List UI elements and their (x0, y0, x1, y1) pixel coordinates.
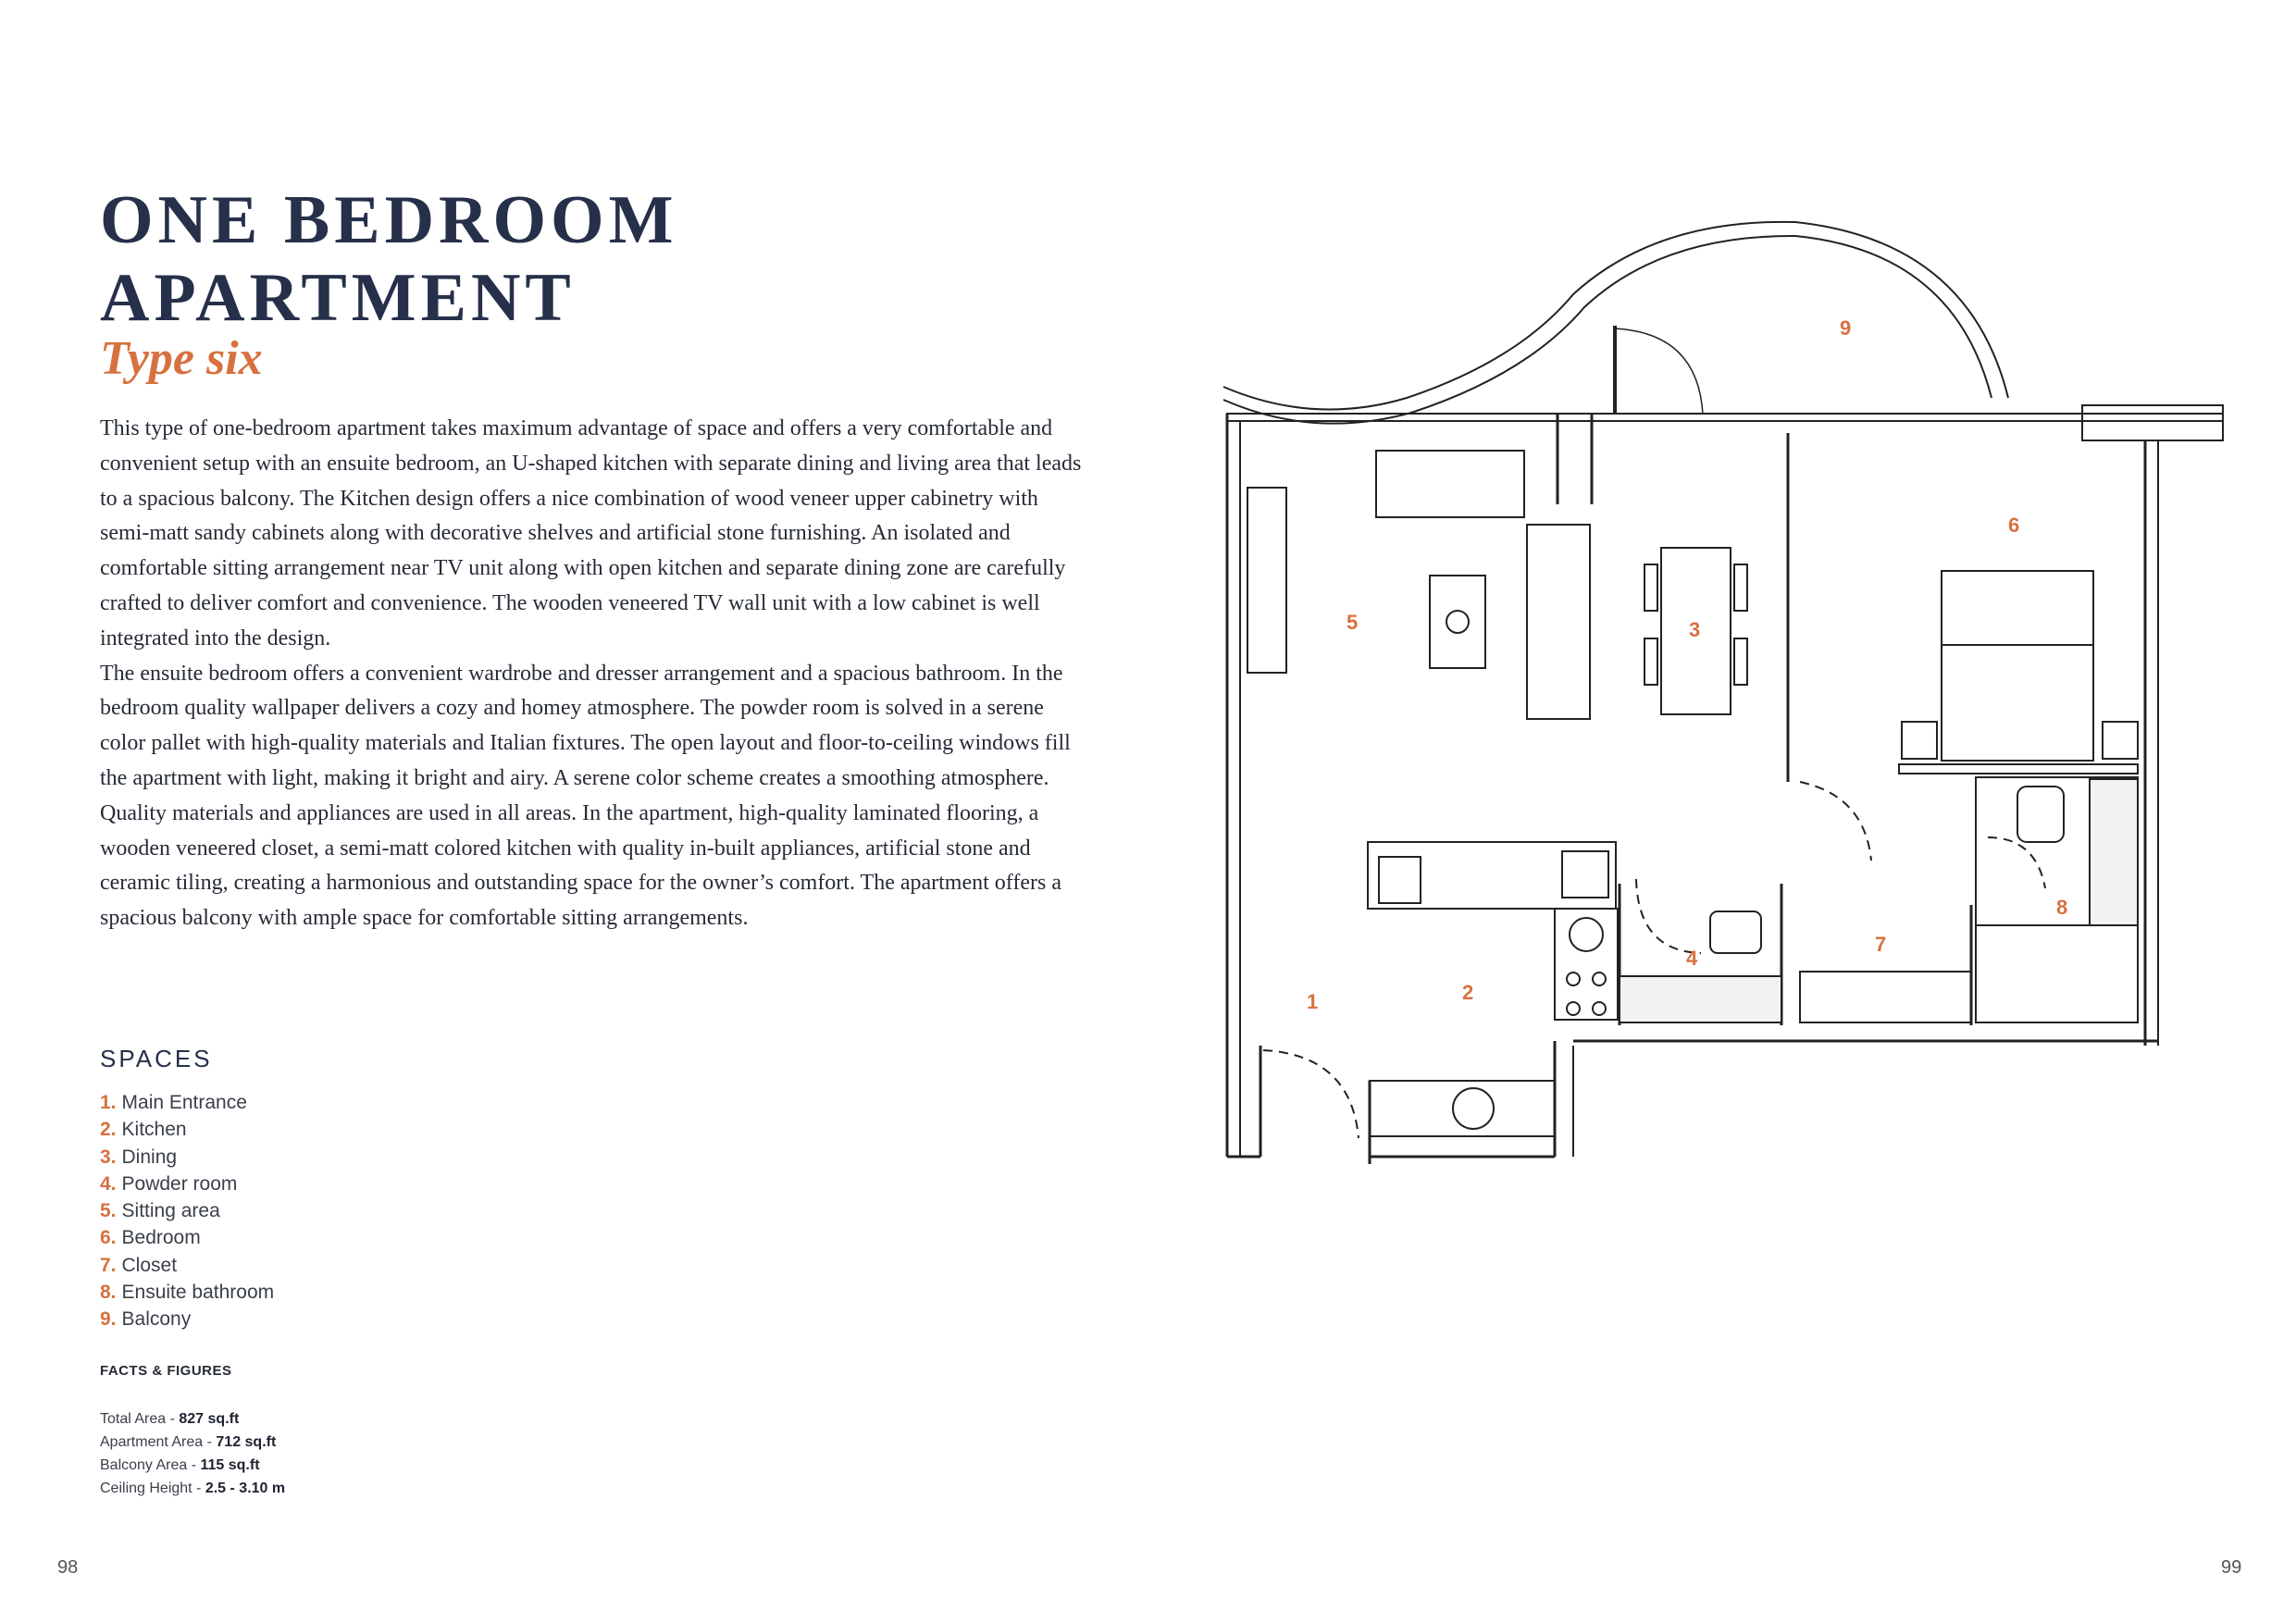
plan-label-6: 6 (2008, 514, 2020, 537)
page-title (100, 181, 677, 337)
kitchen-counter-bottom (1370, 1081, 1555, 1136)
space-item (100, 1252, 274, 1279)
space-number: 9. (100, 1308, 117, 1331)
space-label: Main Entrance (121, 1092, 247, 1113)
space-number: 6. (100, 1227, 117, 1249)
space-label: Closet (121, 1254, 178, 1276)
space-label: Powder room (121, 1172, 238, 1195)
balcony-door-swing (1615, 328, 1703, 415)
space-number: 1. (100, 1092, 117, 1113)
fact-label: Balcony Area - (100, 1457, 201, 1473)
space-item (100, 1224, 274, 1251)
plan-label-4: 4 (1686, 947, 1698, 970)
space-item (100, 1279, 274, 1306)
tv-unit-icon (1247, 488, 1286, 673)
space-number: 8. (100, 1282, 117, 1304)
coffee-table-icon (1430, 576, 1485, 668)
balcony-box (2082, 405, 2223, 440)
sofa-side-icon (1527, 525, 1590, 719)
sofa-icon (1376, 451, 1524, 517)
space-number: 4. (100, 1172, 117, 1195)
space-number: 3. (100, 1146, 117, 1168)
kitchen-counter-side (1555, 909, 1618, 1020)
space-item (100, 1197, 274, 1224)
description (100, 412, 1090, 936)
toilet-icon (2017, 787, 2064, 842)
space-item (100, 1144, 274, 1171)
title-line-1: ONE BEDROOM (100, 182, 678, 258)
space-number: 7. (100, 1254, 117, 1276)
space-item (100, 1116, 274, 1143)
space-item (100, 1089, 274, 1116)
plan-label-3: 3 (1689, 618, 1701, 641)
space-label: Sitting area (121, 1200, 220, 1222)
powder-door-swing (1636, 879, 1701, 953)
facts-list (100, 1407, 285, 1500)
fact-label: Ceiling Height - (100, 1481, 205, 1496)
sink-icon (1379, 857, 1421, 903)
page-number-right: 99 (2221, 1557, 2242, 1578)
fact-value: 2.5 - 3.10 m (205, 1481, 286, 1496)
description-paragraph-2: The ensuite bedroom offers a convenient wardrobe and dresser arrangement and a spacious bathroom. In the bedroom quality wallpaper delivers a cozy and homey atmosphere. The powder room is solved in a serene color pallet with high-quality materials and Italian fixtures. The open layout and floor-to-ceiling windows fill the apartment with light, making it bright and airy. A serene color scheme creates a smoothing atmosphere. Quality materials and appliances are used in all areas. In the apartment, high-quality laminated flooring, a wooden veneered closet, a semi-matt colored kitchen with quality in-built appliances, artificial stone and ceramic tiling, creating a harmonious and outstanding space for the owner’s comfort. The apartment offers a spacious balcony with ample space for comfortable sitting arrangements. (100, 661, 1071, 931)
fact-value: 827 sq.ft (179, 1411, 240, 1427)
fact-item (100, 1454, 285, 1477)
plan-label-8: 8 (2056, 896, 2068, 919)
subtitle: Type six (100, 332, 263, 385)
space-label: Balcony (121, 1308, 192, 1331)
spaces-list (100, 1089, 274, 1333)
space-label: Ensuite bathroom (121, 1282, 275, 1304)
title-line-2: APARTMENT (100, 260, 576, 336)
spaces-heading: SPACES (100, 1045, 213, 1072)
floor-plan (1222, 213, 2258, 1184)
space-label: Bedroom (121, 1227, 201, 1249)
plan-label-1: 1 (1307, 990, 1319, 1013)
space-number: 5. (100, 1200, 117, 1222)
fact-item (100, 1477, 285, 1500)
space-item (100, 1306, 274, 1332)
description-paragraph-1: This type of one-bedroom apartment takes maximum advantage of space and offers a very comfortable and convenient setup with an ensuite bedroom, an U-shaped kitchen with separate dining and living area that leads to a spacious balcony. The Kitchen design offers a nice combination of wood veneer upper cabinetry with semi-matt sandy cabinets along with decorative shelves and artificial stone furnishing. An isolated and comfortable sitting arrangement near TV unit along with open kitchen and separate dining zone are carefully crafted to deliver comfort and convenience. The wooden veneered TV wall unit with a low cabinet is well integrated into the design. (100, 416, 1082, 650)
plan-label-7: 7 (1875, 933, 1887, 956)
facts-heading: FACTS & FIGURES (100, 1363, 232, 1379)
fact-label: Apartment Area - (100, 1434, 217, 1450)
plan-label-5: 5 (1347, 611, 1359, 634)
entrance-door-swing (1263, 1050, 1359, 1138)
space-number: 2. (100, 1119, 117, 1141)
plan-label-2: 2 (1462, 981, 1474, 1004)
space-label: Dining (121, 1146, 178, 1168)
plan-label-9: 9 (1840, 316, 1852, 340)
hob-icon (1562, 851, 1608, 898)
powder-toilet-icon (1710, 911, 1761, 953)
fact-label: Total Area - (100, 1411, 180, 1427)
space-label: Kitchen (121, 1119, 187, 1141)
bedroom-door-swing (1800, 782, 1871, 861)
fact-value: 712 sq.ft (216, 1434, 277, 1450)
page-number-left: 98 (57, 1557, 79, 1578)
fact-item (100, 1407, 285, 1431)
bed-icon (1942, 571, 2093, 761)
closet-icon (1800, 972, 1971, 1022)
fact-item (100, 1431, 285, 1454)
space-item (100, 1171, 274, 1197)
fact-value: 115 sq.ft (200, 1457, 260, 1473)
